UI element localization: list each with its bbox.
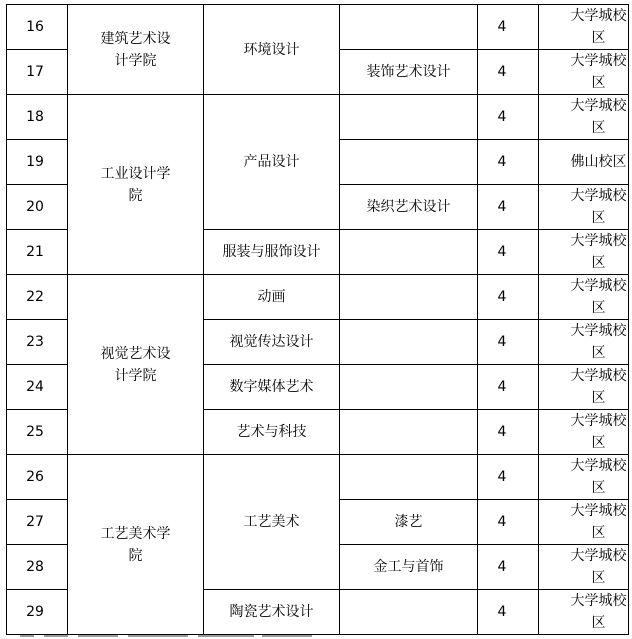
campus-cell: 大学城校区	[539, 230, 629, 275]
row-number: 20	[7, 185, 68, 230]
years-cell: 4	[478, 365, 539, 410]
row-number: 23	[7, 320, 68, 365]
college-cell: 建筑艺术设计学院	[68, 5, 204, 95]
years-cell: 4	[478, 230, 539, 275]
years-cell: 4	[478, 590, 539, 635]
years-cell: 4	[478, 50, 539, 95]
row-number: 21	[7, 230, 68, 275]
row-number: 29	[7, 590, 68, 635]
years-cell: 4	[478, 455, 539, 500]
campus-cell: 大学城校区	[539, 545, 629, 590]
row-number: 17	[7, 50, 68, 95]
major-cell: 产品设计	[204, 95, 340, 230]
campus-cell: 大学城校区	[539, 5, 629, 50]
major-cell: 服装与服饰设计	[204, 230, 340, 275]
years-cell: 4	[478, 185, 539, 230]
row-number: 28	[7, 545, 68, 590]
direction-cell: 漆艺	[340, 500, 478, 545]
row-number: 22	[7, 275, 68, 320]
cut-off-next-line	[0, 634, 632, 639]
table-row	[7, 275, 629, 320]
direction-cell: 金工与首饰	[340, 545, 478, 590]
years-cell: 4	[478, 95, 539, 140]
table-row	[7, 95, 629, 140]
row-number: 26	[7, 455, 68, 500]
direction-cell	[340, 320, 478, 365]
row-number: 25	[7, 410, 68, 455]
college-cell: 视觉艺术设计学院	[68, 275, 204, 455]
direction-cell	[340, 140, 478, 185]
campus-cell: 佛山校区	[539, 140, 629, 185]
campus-cell: 大学城校区	[539, 185, 629, 230]
major-cell: 数字媒体艺术	[204, 365, 340, 410]
college-cell: 工业设计学院	[68, 95, 204, 275]
major-cell: 动画	[204, 275, 340, 320]
campus-cell: 大学城校区	[539, 95, 629, 140]
years-cell: 4	[478, 320, 539, 365]
major-cell: 工艺美术	[204, 455, 340, 590]
years-cell: 4	[478, 410, 539, 455]
major-cell: 陶瓷艺术设计	[204, 590, 340, 635]
direction-cell	[340, 365, 478, 410]
table-row	[7, 455, 629, 500]
campus-cell: 大学城校区	[539, 590, 629, 635]
years-cell: 4	[478, 545, 539, 590]
majors-table	[6, 4, 629, 635]
row-number: 27	[7, 500, 68, 545]
campus-cell: 大学城校区	[539, 500, 629, 545]
direction-cell	[340, 5, 478, 50]
years-cell: 4	[478, 275, 539, 320]
direction-cell: 装饰艺术设计	[340, 50, 478, 95]
campus-cell: 大学城校区	[539, 275, 629, 320]
campus-cell: 大学城校区	[539, 455, 629, 500]
major-cell: 环境设计	[204, 5, 340, 95]
college-cell: 工艺美术学院	[68, 455, 204, 635]
major-cell: 艺术与科技	[204, 410, 340, 455]
years-cell: 4	[478, 5, 539, 50]
direction-cell	[340, 230, 478, 275]
campus-cell: 大学城校区	[539, 410, 629, 455]
direction-cell	[340, 410, 478, 455]
row-number: 18	[7, 95, 68, 140]
direction-cell	[340, 590, 478, 635]
direction-cell	[340, 275, 478, 320]
row-number: 24	[7, 365, 68, 410]
row-number: 16	[7, 5, 68, 50]
row-number: 19	[7, 140, 68, 185]
table-row	[7, 5, 629, 50]
major-cell: 视觉传达设计	[204, 320, 340, 365]
direction-cell: 染织艺术设计	[340, 185, 478, 230]
campus-cell: 大学城校区	[539, 365, 629, 410]
direction-cell	[340, 95, 478, 140]
years-cell: 4	[478, 500, 539, 545]
years-cell: 4	[478, 140, 539, 185]
direction-cell	[340, 455, 478, 500]
campus-cell: 大学城校区	[539, 320, 629, 365]
campus-cell: 大学城校区	[539, 50, 629, 95]
